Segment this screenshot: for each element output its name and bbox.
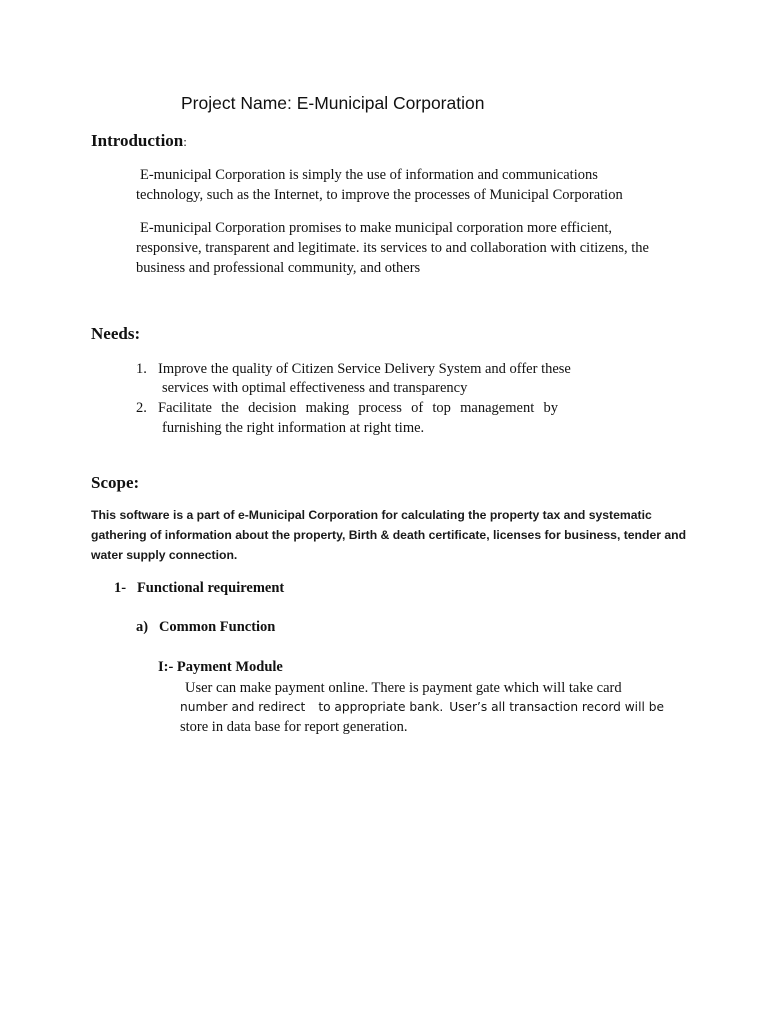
needs-item-1-line1: Improve the quality of Citizen Service Delivery System and offer these [158, 361, 571, 377]
needs-item-2-word: process [358, 400, 402, 416]
common-function-heading: a) Common Function [136, 619, 276, 635]
needs-item-2-word: by [543, 400, 558, 416]
scope-heading: Scope: [91, 473, 140, 492]
payment-module-line2a: number and redirect [180, 700, 306, 714]
intro-para2-line3: business and professional community, and others [136, 260, 421, 276]
intro-para2-line2: responsive, transparent and legitimate. its services to and collaboration with citizens, the [136, 240, 649, 256]
scope-text-line3: water supply connection. [91, 548, 238, 562]
intro-para2-line1: E-municipal Corporation promises to make municipal corporation more efficient, [140, 220, 613, 236]
intro-para1-line2: technology, such as the Internet, to improve the processes of Municipal Corporation [136, 187, 623, 203]
needs-item-2-line1 [158, 398, 558, 418]
payment-module-line1: User can make payment online. There is payment gate which will take card [185, 680, 622, 696]
needs-item-2-number: 2. [136, 400, 147, 416]
needs-item-1-number: 1. [136, 361, 147, 377]
scope-text-line1: This software is a part of e-Municipal Corporation for calculating the property tax and systematic [91, 508, 652, 522]
payment-module-line2 [180, 697, 664, 717]
payment-module-line2c: User’s all transaction record will be [449, 700, 664, 714]
scope-text-line2: gathering of information about the property, Birth & death certificate, licenses for business, tender and [91, 528, 687, 542]
needs-item-2-line2: furnishing the right information at right time. [162, 420, 425, 436]
needs-item-2-word: decision [248, 400, 297, 416]
needs-item-1-line2: services with optimal effectiveness and transparency [162, 380, 468, 396]
payment-module-heading: I:- Payment Module [158, 659, 283, 675]
needs-item-2-word: making [305, 400, 350, 416]
introduction-heading [91, 130, 187, 153]
payment-module-line2b: to appropriate bank. [318, 700, 444, 714]
introduction-heading-text: Introduction [91, 131, 184, 150]
needs-item-2-word: top [432, 400, 451, 416]
needs-item-2-word: of [411, 400, 424, 416]
needs-item-2-word: Facilitate [158, 400, 212, 416]
intro-para1-line1: E-municipal Corporation is simply the use of information and communications [140, 167, 598, 183]
page-title: Project Name: E-Municipal Corporation [181, 93, 485, 113]
payment-module-line3: store in data base for report generation. [180, 719, 408, 735]
introduction-heading-colon: : [183, 134, 187, 149]
needs-item-2-word: management [460, 400, 535, 416]
needs-heading: Needs: [91, 324, 141, 343]
functional-requirement-heading: 1- Functional requirement [114, 580, 285, 596]
needs-item-2-word: the [221, 400, 239, 416]
